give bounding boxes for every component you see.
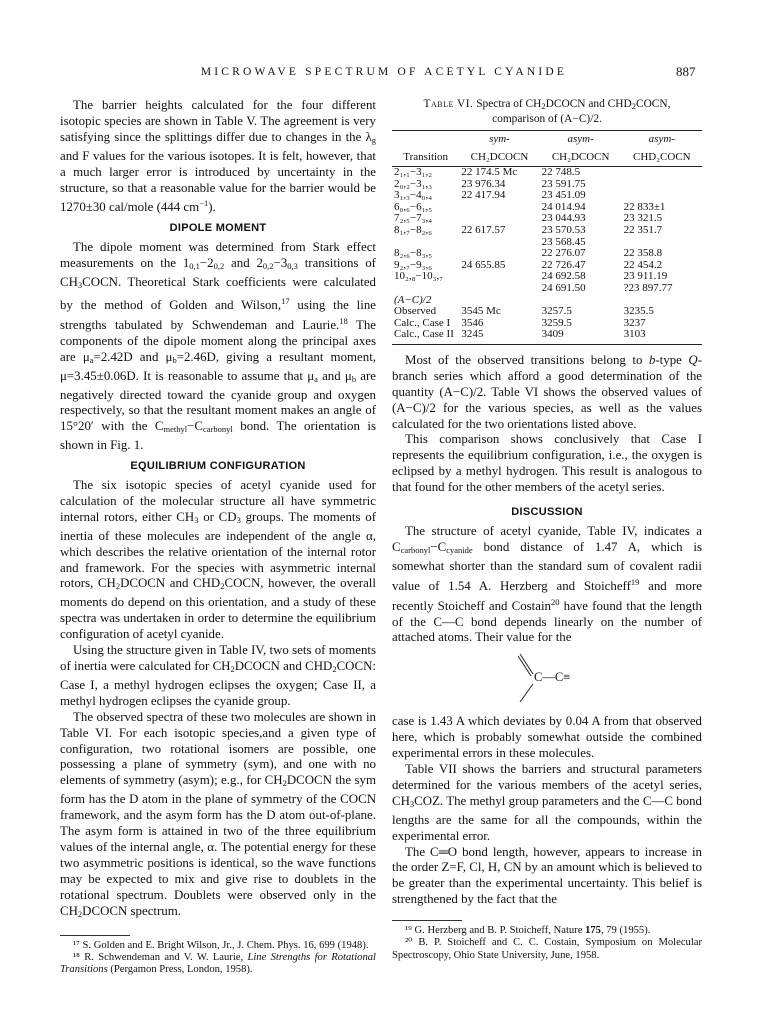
table-cell-transition: 8₂,₆−8₃,₅ — [394, 247, 433, 260]
table-cell-c3: ?23 897.77 — [623, 281, 673, 294]
header-col1-bottom: CH₂DCOCN — [459, 149, 539, 167]
header-col2-bottom: CH₂DCOCN — [540, 149, 622, 167]
table-cell-c3: 22 454.2 — [623, 258, 663, 271]
table-cell-transition: 7₂,₅−7₃,₄ — [394, 212, 433, 225]
equilibrium-paragraph-1: The six isotopic species of acetyl cyanide used for calculation of the molecular structure all have symmetric internal rotors, either $CH_3$ or $CD_3$ groups. The moments of inertia of these molecules are independent of the angle α, which describes the relative orientation of the internal rotor and framework. For the species with asymmetric internal rotors, $CH_2DCOCN$ and $CHD_2COCN$, however, the overall moments do depend on this orientation, and a study of these spectra was undertaken in order to determine the equilibrium configuration of acetyl cyanide. — [60, 478, 377, 642]
page-number: 887 — [676, 64, 696, 79]
footnote-rule-right — [392, 920, 462, 921]
comparison-cell-c1: 3245 — [459, 329, 539, 344]
table-cell-c1 — [459, 283, 539, 295]
table-cell-transition — [392, 283, 459, 295]
right-paragraph-1: Most of the observed transitions belong to b-type Q-branch series which afford a good determination of the quantity (A−C)/2. Table VI shows the observed values of (A−C)/2 for the various species, as well as the values calculated for the two orientations listed above. — [392, 352, 702, 431]
formula-text: C—C≡ — [534, 670, 571, 685]
right-paragraph-6: The C═O bond length, however, appears to increase in the order Z=F, Cl, H, CN by an amount which is believed to be greater than the experimental uncertainty. This belief is strengthened by the fact that the — [392, 844, 702, 907]
table-cell-c3 — [622, 167, 702, 179]
table-cell-transition: 6₀,₆−6₁,₅ — [394, 200, 433, 213]
table-cell-c2: 24 691.50 — [541, 281, 586, 294]
table-cell-c2: 23 570.53 — [541, 223, 586, 236]
bond-lower — [520, 684, 533, 702]
table-cell-c2: 22 276.07 — [541, 247, 586, 260]
footnote-20: ²⁰ B. P. Stoicheff and C. C. Costain, Symposium on Molecular Spectroscopy, Ohio State University, June, 1958. — [392, 937, 702, 961]
header-col2-top: asym- — [540, 131, 622, 149]
table-cell-c1: 24 655.85 — [461, 258, 506, 271]
footnote-rule — [60, 935, 130, 936]
table-cell-c2: 23 591.75 — [541, 177, 586, 190]
table-cell-c1: 22 417.94 — [461, 189, 506, 202]
comparison-cell-c3: 3237 — [623, 316, 646, 329]
comparison-cell-label: Observed — [394, 305, 437, 318]
table-row — [392, 167, 702, 179]
comparison-cell-c2: 3409 — [540, 329, 622, 344]
right-paragraph-2: This comparison shows conclusively that Case I represents the equilibrium configuration, i.e., the oxygen is eclipsed by a methyl hydrogen. This result is analogous to that found for the other members of the acetyl series. — [392, 432, 702, 495]
equilibrium-paragraph-2: Using the structure given in Table IV, two sets of moments of inertia were calculated for $CH_2DCOCN$ and $CHD_2COCN$: Case I, a methyl hydrogen eclipses the oxygen; Case II, a methyl hydrogen eclipses the cyanide group. — [60, 643, 376, 708]
comparison-row — [392, 329, 702, 344]
table-cell-transition: 2₁,₁−3₁,₂ — [394, 166, 433, 178]
header-transition — [392, 131, 459, 149]
table-cell-c3: 23 911.19 — [623, 270, 668, 283]
header-col3-top: asym- — [622, 131, 702, 149]
table-cell-c2: 23 568.45 — [541, 235, 586, 248]
table-cell-c3: 23 321.5 — [623, 212, 663, 225]
structure-formula — [392, 650, 702, 708]
table-cell-c3: 22 833±1 — [623, 200, 666, 213]
bond-upper-2 — [518, 656, 531, 676]
equilibrium-heading: EQUILIBRIUM CONFIGURATION — [130, 460, 306, 473]
table-cell-c1 — [459, 248, 539, 260]
right-paragraph-4: case is 1.43 A which deviates by 0.04 A from that observed here, which is probably somewhat outside the combined experimental errors in these molecules. — [392, 714, 702, 761]
table-cell-c2: 23 451.09 — [541, 189, 586, 202]
comparison-cell-label: Calc., Case II — [392, 329, 459, 344]
table-cell-c2: 22 726.47 — [541, 258, 586, 271]
table-cell-c1 — [459, 202, 539, 214]
right-column — [392, 98, 702, 962]
table-cell-c1 — [459, 271, 539, 283]
discussion-heading: DISCUSSION — [511, 506, 583, 519]
table-cell-c1: 23 976.34 — [461, 177, 506, 190]
comparison-cell-c1: 3545 Mc — [461, 305, 501, 318]
dipole-moment-heading: DIPOLE MOMENT — [169, 222, 267, 235]
intro-paragraph: The barrier heights calculated for the four different isotopic species are shown in Table V. The agreement is very satisfying since the splittings differ due to changes in the $\lambda_g$ and F values for the various isotopes. It is felt, however, that a much larger error is introduced by uncertainty in the structure, so that a reasonable value for the barrier would be 1270±30 cal/mole (444 $cm^{-1}$). — [60, 98, 376, 215]
table-row — [392, 283, 702, 295]
table-cell-transition: 10₂,₈−10₃,₇ — [394, 270, 444, 283]
table-cell-transition: 9₂,₇−9₃,₆ — [394, 258, 433, 271]
header-col3-bottom: CHD₂COCN — [622, 149, 702, 167]
footnote-18: ¹⁸ R. Schwendeman and V. W. Laurie, Line Strengths for Rotational Transitions (Pergamon Press, London, 1958). — [60, 951, 377, 976]
table-row — [392, 248, 702, 260]
table-cell-transition: 2₀,₂−3₁,₃ — [394, 177, 433, 190]
comparison-cell-c3: 3235.5 — [623, 305, 654, 318]
header-col1-top: sym- — [459, 131, 539, 149]
comparison-row — [392, 306, 702, 318]
right-paragraph-3: The structure of acetyl cyanide, Table IV, indicates a $C_{carbonyl}-C_{cyanide}$ bond distance of 1.47 A, which is somewhat shorter than the standard sum of covalent radii value of 1.54 A. Herzberg and Stoicheff$^{19}$ and more recently Stoicheff and Costain$^{20}$ have found that the length of the C—C bond depends linearly on the number of attached atoms. Their value for the — [392, 523, 702, 645]
spectra-table — [392, 130, 702, 345]
equilibrium-paragraph-3: The observed spectra of these two molecules are shown in Table VI. For each isotopic species,and a given type of configuration, two rotational isomers are possible, one possessing a plane of symmetry (sym), and one with no elements of symmetry (asym); e.g., for $CH_2DCOCN$ the sym form has the D atom in the plane of symmetry of the COCN framework, and the asym form has the D atom out-of-plane. The asym form is attained in two of the three equilibrium values of the internal angle, α. The potential energy for these two asymmetric positions is identical, so the wave functions may be expected to mix and give rise to doublets in the rotational spectrum. Doublets were observed only in the $CH_2DCOCN$ spectrum. — [60, 709, 376, 919]
table-cell-c1: 22 174.5 Mc — [461, 166, 518, 178]
table-cell-c2: 24 692.58 — [541, 270, 586, 283]
right-paragraph-5: Table VII shows the barriers and structural parameters determined for the various members of the acetyl series, $CH_3COZ$. The methyl group parameters and the C—C bond lengths are the same for all the compounds, within the experimental error. — [392, 762, 702, 843]
table-cell-c3 — [622, 179, 702, 191]
comparison-cell-c1: 3546 — [461, 316, 484, 329]
footnote-19: ¹⁹ G. Herzberg and B. P. Stoicheff, Nature 175, 79 (1955). — [405, 925, 651, 937]
table-cell-c1: 22 617.57 — [461, 223, 506, 236]
header-transition-label: Transition — [392, 149, 459, 167]
left-column — [60, 98, 376, 976]
comparison-cell-c3: 3103 — [622, 329, 702, 344]
ac-label: (A−C)/2 — [394, 293, 432, 306]
table-caption: Table VI. Spectra of $CH_2DCOCN$ and $CHD_2COCN$, comparison of (A−C)/2. — [423, 98, 671, 125]
table-cell-transition: 3₁,₃−4₀,₄ — [394, 189, 433, 202]
footnote-17: ¹⁷ S. Golden and E. Bright Wilson, Jr., J. Chem. Phys. 16, 699 (1948). — [73, 939, 369, 951]
comparison-cell-c2: 3259.5 — [541, 316, 572, 329]
table-cell-c3: 22 358.8 — [623, 247, 663, 260]
table-cell-c1 — [459, 237, 539, 249]
table-cell-c3: 22 351.7 — [623, 223, 663, 236]
comparison-cell-label: Calc., Case I — [394, 316, 451, 329]
table-cell-transition: 8₁,₇−8₂,₆ — [394, 223, 433, 236]
table-row — [392, 225, 702, 237]
table-cell-c2: 22 748.5 — [541, 166, 581, 178]
bond-upper-1 — [520, 654, 533, 674]
running-title: MICROWAVE SPECTRUM OF ACETYL CYANIDE — [200, 66, 568, 78]
table-cell-c2: 23 044.93 — [541, 212, 586, 225]
dipole-paragraph: The dipole moment was determined from Stark effect measurements on the $1_{0,1}-2_{0,2}$ and $2_{0,2}-3_{0,3}$ transitions of $CH_3COCN$. Theoretical Stark coefficients were calculated by the method of Golden and Wilson,$^{17}$ using the line strengths tabulated by Schwendeman and Laurie.$^{18}$ The components of the dipole moment along the principal axes are $\mu_a=2.42D$ and $\mu_b=2.46D$, giving a resultant moment, μ=3.45±0.06D. It is reasonable to assume that $\mu_a$ and $\mu_b$ are negatively directed toward the cyanide group and oxygen respectively, so that the resultant moment makes an angle of 15°20′ with the $C_{methyl}-C_{carbonyl}$ bond. The orientation is shown in Fig. 1. — [60, 240, 377, 453]
table-cell-c2: 24 014.94 — [541, 200, 586, 213]
table-vi — [392, 98, 702, 345]
comparison-cell-c2: 3257.5 — [541, 305, 572, 318]
